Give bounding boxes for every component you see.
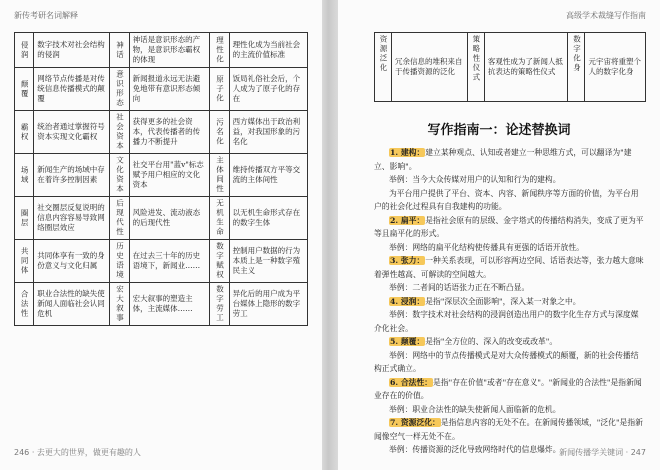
- book-gutter: [322, 0, 338, 470]
- paragraph-text: 举例：网络的扁平化结构使传播具有更强的话语开放性。: [389, 242, 584, 252]
- body-paragraph: [374, 376, 644, 403]
- table-cell: 神话: [110, 33, 129, 68]
- table-cell: 合法性: [15, 283, 34, 326]
- table-cell: 新闻生产的场域中存在着许多控制因素: [34, 154, 110, 197]
- table-cell: 意识形态: [110, 68, 129, 111]
- body-paragraph: [374, 416, 644, 443]
- right-table: [374, 32, 646, 102]
- term-highlight: 2. 扁平：: [390, 215, 425, 225]
- left-footer: 246 · 去更大的世界，做更有趣的人: [14, 448, 141, 457]
- table-cell: 数字化身: [568, 33, 585, 102]
- table-cell: 冗余信息的堆积来自于传播资源的泛化: [392, 33, 468, 102]
- table-row: [15, 283, 308, 326]
- table-cell: 社交平台用"蓝v"标志赋予用户相应的文化资本: [129, 154, 210, 197]
- table-cell: 数字劳工: [210, 283, 229, 326]
- body-paragraph: [374, 403, 644, 417]
- left-table: [14, 32, 308, 326]
- paragraph-text: 是指"深层次全面影响"，深入某一对象之中。: [425, 296, 581, 306]
- body-text: [374, 146, 644, 457]
- table-row: [15, 154, 308, 197]
- table-cell: 无机生命: [210, 197, 229, 240]
- table-cell: 在过去三十年的历史语境下，新闻业……: [129, 240, 210, 283]
- table-cell: 宏大叙事的塑造主体，主流媒体……: [129, 283, 210, 326]
- table-cell: 原子化: [210, 68, 229, 111]
- body-paragraph: [374, 349, 644, 376]
- table-cell: 神话是意识形态的产物，是意识形态霸权的体现: [129, 33, 210, 68]
- table-cell: 西方媒体出于政治利益，对我国形象的污名化: [229, 111, 307, 154]
- table-cell: 社交圈层反复说明的信息内容容易导致网络圈层效应: [34, 197, 110, 240]
- left-running-head: 新传考研名词解释: [14, 11, 78, 20]
- term-highlight: 6. 合法性：: [390, 377, 433, 387]
- table-cell: 控制用户数据的行为本质上是一种数字殖民主义: [229, 240, 307, 283]
- table-cell: 数字技术对社会结构的侵润: [34, 33, 110, 68]
- term-highlight: 3. 张力：: [390, 256, 425, 265]
- paragraph-text: 举例：传播资源的泛化导致网络时代的信息爆炸。: [389, 445, 561, 454]
- paragraph-text: 举例：当今大众传媒对用户的认知和行为的建构。: [389, 175, 561, 184]
- table-cell: 理性化: [210, 33, 229, 68]
- table-cell: 元宇宙将重塑个人的数字化身: [585, 33, 646, 102]
- paragraph-text: 为平台用户提供了平台、资本、内容、新闻秩序等方面的价值，为平台用户的社会化过程具有自我建构的功能。: [374, 188, 639, 211]
- table-row: [375, 33, 646, 102]
- table-cell: 后现代性: [110, 197, 129, 240]
- left-page: [0, 0, 322, 470]
- table-cell: 颠覆: [15, 68, 34, 111]
- right-page: [338, 0, 660, 470]
- body-paragraph: [374, 187, 644, 214]
- right-footer: 新闻传播学关键词 · 247: [559, 448, 646, 457]
- table-cell: 历史语境: [110, 240, 129, 283]
- table-cell: 共同体: [15, 240, 34, 283]
- table-cell: 文化资本: [110, 154, 129, 197]
- body-paragraph: [374, 146, 644, 173]
- table-cell: 网络节点传播是对传统信息传播模式的颠覆: [34, 68, 110, 111]
- table-cell: 维持传播双方平等交流的主体间性: [229, 154, 307, 197]
- table-row: [15, 111, 308, 154]
- table-cell: 主体间性: [210, 154, 229, 197]
- table-row: [15, 68, 308, 111]
- paragraph-text: 是指"全方位的、深入的改变或改革"。: [425, 337, 558, 346]
- table-cell: 风险进发、流动液态的后现代性: [129, 197, 210, 240]
- table-cell: 异化后的用户成为平台媒体上隐形的数字劳工: [229, 283, 307, 326]
- term-highlight: 4. 浸润：: [390, 296, 425, 306]
- table-cell: 以无机生命形式存在的数字生体: [229, 197, 307, 240]
- paragraph-text: 是指社会原有的层级、金字塔式的传播结构消失，变成了更为平等且扁平化的形式。: [374, 215, 644, 238]
- table-cell: 获得更多的社会资本，代表传播者的传播力不断提升: [129, 111, 210, 154]
- table-cell: 策略性仪式: [467, 33, 484, 102]
- table-row: [15, 240, 308, 283]
- table-cell: 统治者通过掌握符号资本实现文化霸权: [34, 111, 110, 154]
- table-cell: 理性化成为当前社会的主流价值标准: [229, 33, 307, 68]
- term-highlight: 7. 资源泛化：: [390, 418, 440, 427]
- paragraph-text: 举例：网络中的节点传播模式是对大众传播模式的颠覆，新的社会传播结构正式确立。: [374, 350, 639, 373]
- body-paragraph: [374, 214, 644, 241]
- paragraph-text: 举例：职业合法性的缺失使新闻人面临新的危机。: [389, 404, 561, 414]
- table-cell: 场域: [15, 154, 34, 197]
- paragraph-text: 一种关系表现，可以形容两边空间、话语表达等，张力越大意味着弹性越高、可解读的空间越大。: [374, 256, 644, 279]
- table-cell: 数字赋权: [210, 240, 229, 283]
- table-cell: 职业合法性的缺失使新闻人面临社会认同危机: [34, 283, 110, 326]
- body-paragraph: [374, 254, 644, 281]
- paragraph-text: 是指"存在价值"或者"存在意义"。"新闻业的合法性"是指新闻业存在的价值。: [374, 377, 642, 400]
- table-cell: 资源泛化: [375, 33, 392, 102]
- body-paragraph: [374, 241, 644, 255]
- paragraph-text: 举例：二者间的话语张力正在不断凸显。: [389, 283, 530, 292]
- paragraph-text: 是指信息内容的无处不在。在新闻传播领域，"泛化"是指新闻像空气一样无处不在。: [374, 418, 643, 441]
- table-cell: 社会资本: [110, 111, 129, 154]
- term-highlight: 1. 建构：: [390, 148, 425, 157]
- table-cell: 共同体享有一致的身份意义与文化归属: [34, 240, 110, 283]
- table-cell: 新闻报道永远无法避免地带有意识形态倾向: [129, 68, 210, 111]
- table-cell: 饭局礼俗社会后，个人成为了原子化的存在: [229, 68, 307, 111]
- paragraph-text: 建立某种观点、认知或者建立一种思维方式，可以翻译为"建立、影响"。: [374, 148, 632, 171]
- table-cell: 污名化: [210, 111, 229, 154]
- table-cell: 侵润: [15, 33, 34, 68]
- paragraph-text: 举例：数字技术对社会结构的浸润创造出用户的数字化生存方式与深度媒介化社会。: [374, 310, 639, 333]
- body-paragraph: [374, 173, 644, 187]
- table-cell: 客观性成为了新闻人抵抗表达的策略性仪式: [484, 33, 568, 102]
- body-paragraph: [374, 335, 644, 349]
- table-row: [15, 197, 308, 240]
- body-paragraph: [374, 295, 644, 309]
- body-paragraph: [374, 308, 644, 335]
- table-row: [15, 33, 308, 68]
- right-running-head: 高级学术裁缝写作指南: [566, 11, 646, 20]
- table-cell: 霸权: [15, 111, 34, 154]
- term-highlight: 5. 颠覆：: [390, 337, 425, 346]
- table-cell: 圈层: [15, 197, 34, 240]
- section-title: 写作指南一：论述替换词: [427, 123, 571, 138]
- table-cell: 宏大叙事: [110, 283, 129, 326]
- body-paragraph: [374, 281, 644, 295]
